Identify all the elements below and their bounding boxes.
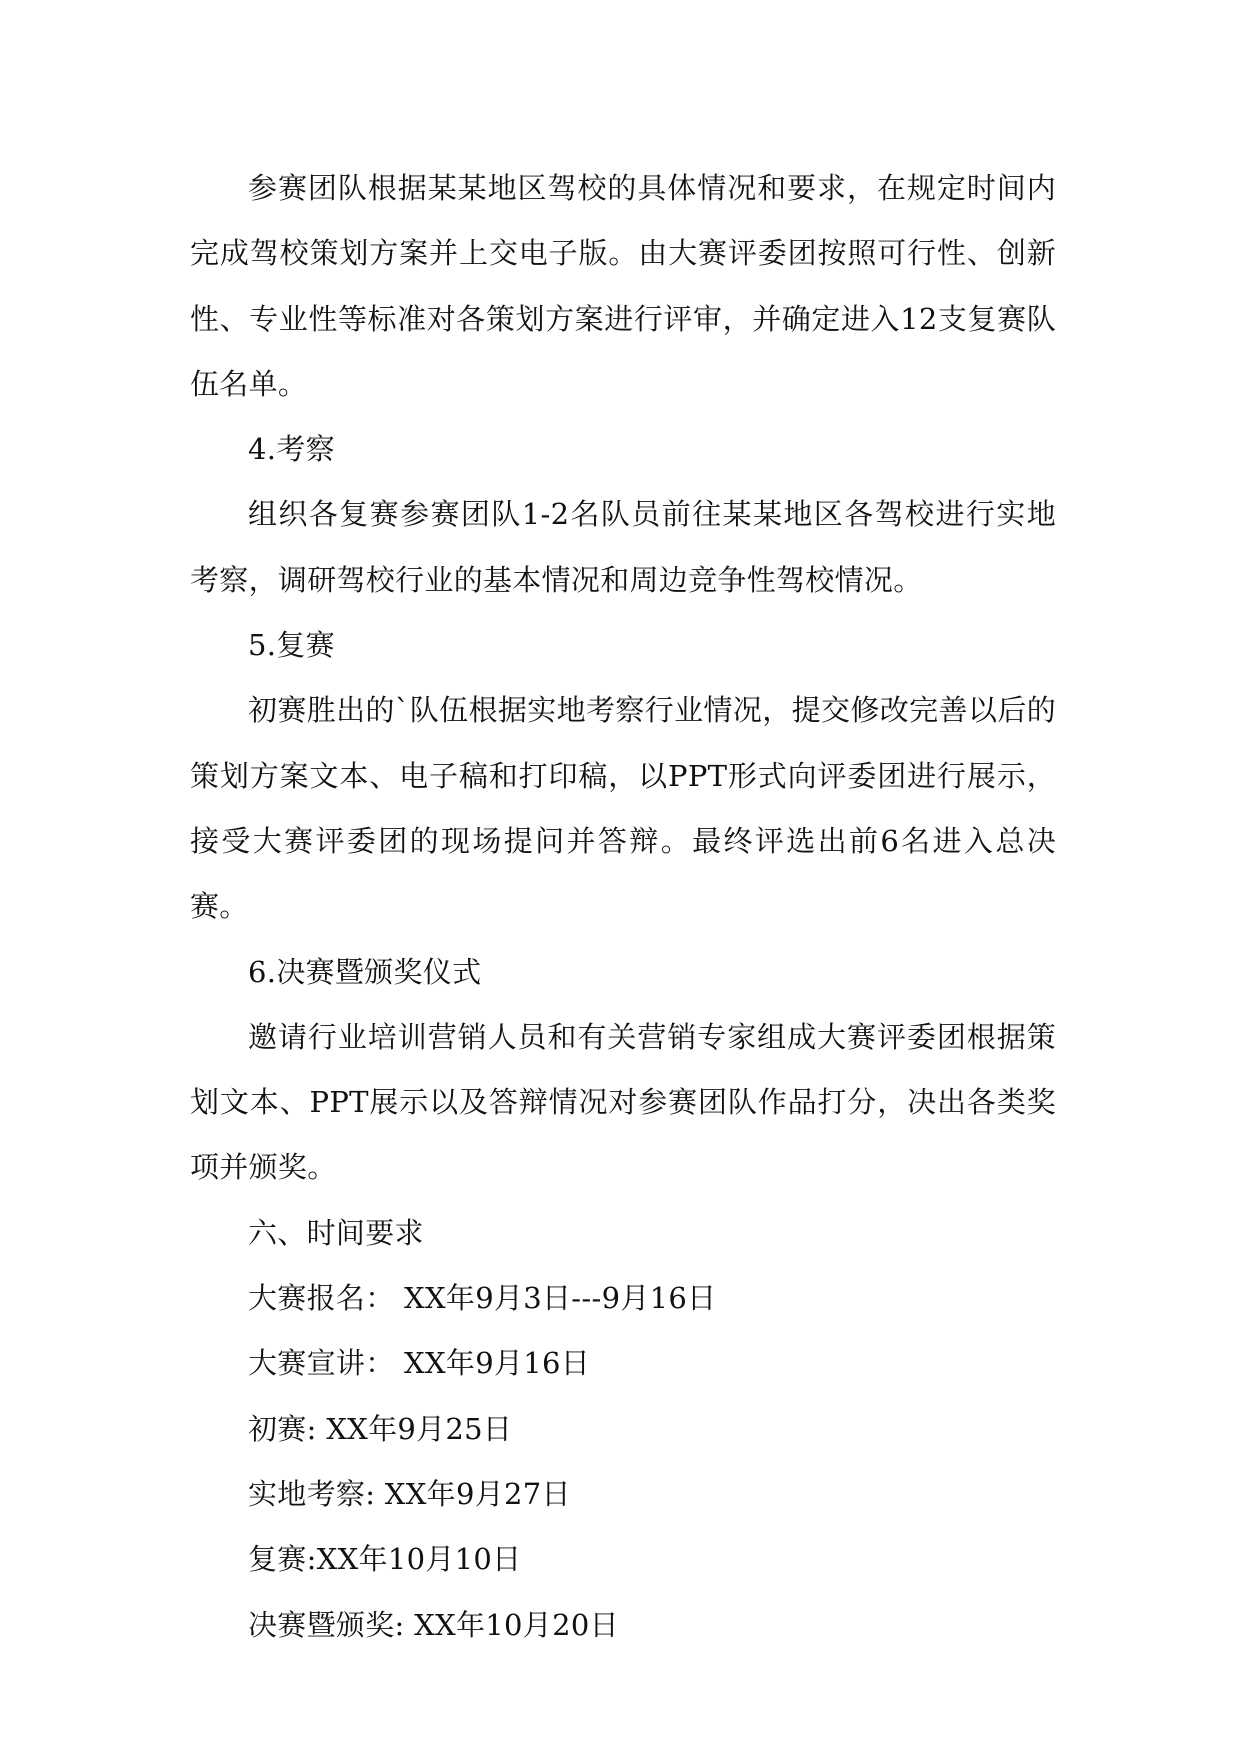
heading-semifinal: 5.复赛 <box>248 628 335 663</box>
heading-final-award: 6.决赛暨颁奖仪式 <box>248 954 482 989</box>
heading-inspection: 4.考察 <box>248 432 335 467</box>
schedule-item-preliminary: 初赛: XX年9月25日 <box>248 1411 513 1446</box>
heading-time-requirements: 六、时间要求 <box>248 1215 424 1250</box>
schedule-item-briefing: 大赛宣讲： XX年9月16日 <box>248 1346 591 1381</box>
paragraph-preliminary-review: 参赛团队根据某某地区驾校的具体情况和要求，在规定时间内完成驾校策划方案并上交电子版。由大赛评委团按照可行性、创新性、专业性等标准对各策划方案进行评审，并确定进入12支复赛队伍名单。 <box>190 171 1056 401</box>
schedule-item-field-inspection: 实地考察: XX年9月27日 <box>248 1476 571 1511</box>
paragraph-final-award: 邀请行业培训营销人员和有关营销专家组成大赛评委团根据策划文本、PPT展示以及答辩情况对参赛团队作品打分，决出各类奖项并颁奖。 <box>190 1019 1056 1185</box>
paragraph-inspection: 组织各复赛参赛团队1-2名队员前往某某地区各驾校进行实地考察，调研驾校行业的基本情况和周边竞争性驾校情况。 <box>190 497 1056 597</box>
schedule-item-final-award: 决赛暨颁奖: XX年10月20日 <box>248 1607 619 1642</box>
document-body <box>190 156 1056 1658</box>
schedule-item-semifinal: 复赛:XX年10月10日 <box>248 1542 522 1577</box>
schedule-item-registration: 大赛报名： XX年9月3日---9月16日 <box>248 1281 717 1316</box>
paragraph-semifinal: 初赛胜出的`队伍根据实地考察行业情况，提交修改完善以后的策划方案文本、电子稿和打印稿，以PPT形式向评委团进行展示，接受大赛评委团的现场提问并答辩。最终评选出前6名进入总决赛。 <box>190 693 1056 924</box>
